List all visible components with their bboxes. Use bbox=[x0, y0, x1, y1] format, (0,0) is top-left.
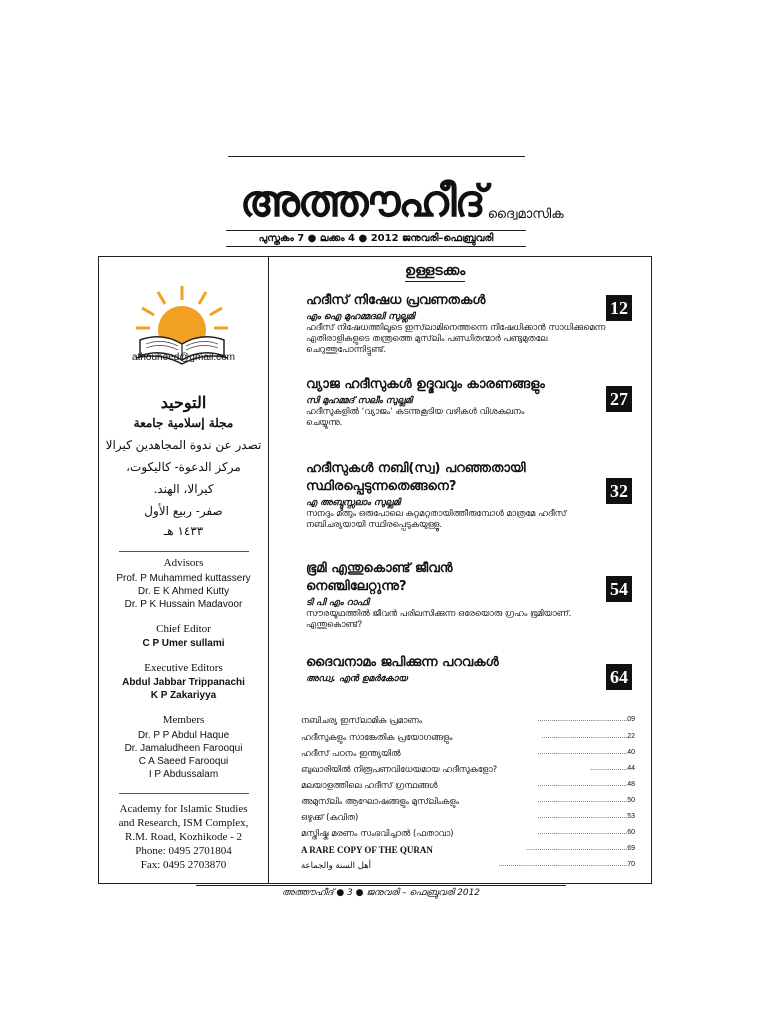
toc-row bbox=[301, 749, 635, 765]
sidebar-separator bbox=[119, 551, 249, 552]
arabic-title: التوحيد bbox=[160, 393, 207, 412]
executive-editor-name: K P Zakariyya bbox=[150, 690, 217, 701]
sidebar bbox=[99, 256, 268, 884]
toc-page: ..............................................48 bbox=[537, 781, 635, 788]
arabic-line-5: ١٤٣٣ هـ bbox=[163, 524, 204, 538]
toc-title: അമുസ്‌ലിം ആഘോഷങ്ങളും മുസ്‌ലിംകളും bbox=[301, 797, 460, 807]
article-author: അഡ്വ. എൻ ഉമർകോയ bbox=[306, 674, 408, 684]
toc-row bbox=[301, 845, 635, 861]
toc-title: നബിചര്യ ഇസ്‌ലാമിക പ്രമാണം bbox=[301, 716, 423, 726]
toc-row bbox=[301, 765, 635, 781]
members-label: Members bbox=[162, 714, 205, 726]
magazine-subtitle: ദ്വൈമാസിക bbox=[487, 207, 564, 222]
address-line: Academy for Islamic Studies bbox=[119, 803, 248, 815]
article-entry bbox=[306, 460, 626, 531]
arabic-line-2: مركز الدعوة- كاليكوت، bbox=[126, 460, 241, 474]
issue-line: പുസ്തകം 7 ● ലക്കം 4 ● 2012 ജനുവരി–ഫെബ്രുവരി bbox=[226, 230, 526, 247]
toc-page: ...................44 bbox=[590, 765, 635, 772]
address-line: R.M. Road, Kozhikode - 2 bbox=[124, 831, 242, 843]
toc-row bbox=[301, 829, 635, 845]
article-entry bbox=[306, 292, 626, 356]
article-title: ഹദീസുകൾ നബി(സ്വ) പറഞ്ഞതായി സ്ഥിരപ്പെടുന്നതെങ്ങനെ? bbox=[306, 461, 526, 494]
toc-row bbox=[301, 716, 635, 732]
article-page-number: 12 bbox=[606, 295, 632, 321]
chief-editor-label: Chief Editor bbox=[156, 623, 211, 635]
email-address: athouheed@gmail.com bbox=[132, 352, 235, 363]
chief-editor-name: C P Umer sullami bbox=[142, 638, 225, 649]
toc-page: ..............................................50 bbox=[537, 797, 635, 804]
contents-heading: ഉള്ളടക്കം bbox=[405, 263, 465, 282]
member-name: I P Abdussalam bbox=[148, 769, 219, 780]
toc-page: ..............................................60 bbox=[537, 829, 635, 836]
toc-title: ഹദീസ് പഠനം ഇന്ത്യയിൽ bbox=[301, 749, 401, 759]
article-author: സി മുഹമ്മദ് സലീം സുല്ലമി bbox=[306, 396, 413, 406]
toc-page: ..............................................09 bbox=[537, 716, 635, 723]
advisor-name: Prof. P Muhammed kuttassery bbox=[116, 573, 251, 584]
article-title: ഹദീസ് നിഷേധ പ്രവണതകൾ bbox=[306, 293, 486, 308]
article-author: എം ഐ മുഹമ്മദലി സുല്ലമി bbox=[306, 312, 415, 322]
article-author: എ അബ്ദുസ്സലാം സുല്ലമി bbox=[306, 498, 401, 508]
article-description: സനദും മത്നും ഒരുപോലെ കുറ്റമറ്റതായിത്തീരുമ്പോൾ മാത്രമേ ഹദീസ് നബിചര്യയായി സ്ഥിരപ്പെടുകയുള്ളൂ. bbox=[306, 509, 567, 530]
advisors-label: Advisors bbox=[163, 557, 204, 569]
article-page-number: 27 bbox=[606, 386, 632, 412]
member-name: Dr. Jamaludheen Farooqui bbox=[124, 743, 243, 754]
executive-editors-label: Executive Editors bbox=[144, 662, 223, 674]
article-description: ഹദീസുകളിൽ ‘വ്യാജം’ കടന്നുകൂടിയ വഴികൾ വിശകലനം ചെയ്യുന്നു. bbox=[306, 407, 525, 428]
article-description: ഹദീസ് നിഷേധത്തിലൂടെ ഇസ്‌ലാമിനെത്തന്നെ നിഷേധിക്കാൻ സാധിക്കുമെന്ന എതിരാളികളുടെ തന്ത്രത്തെ മുസ്‌ലിം പണ്ഡിതന്മാർ പണ്ടുമുതലേ ചെറുത്തുപോന്നിട്ടുണ്ട്. bbox=[306, 323, 606, 355]
toc-page: ..............................................53 bbox=[537, 813, 635, 820]
toc-title: A RARE COPY OF THE QURAN bbox=[301, 845, 433, 855]
column-divider bbox=[268, 256, 269, 884]
toc-row bbox=[301, 781, 635, 797]
toc-title: أهل السنة والجماعة bbox=[301, 861, 372, 871]
footer-rule bbox=[196, 885, 566, 886]
arabic-line-4: صفر- ربيع الأول bbox=[144, 504, 223, 518]
article-title: ദൈവനാമം ജപിക്കുന്ന പറവകൾ bbox=[306, 655, 499, 670]
article-page-number: 54 bbox=[606, 576, 632, 602]
sun-book-emblem-icon bbox=[128, 282, 236, 378]
toc-page: ....................................................69 bbox=[526, 845, 635, 852]
magazine-logo: അത്തൗഹീദ് bbox=[240, 176, 484, 227]
address-line: and Research, ISM Complex, bbox=[118, 817, 249, 829]
toc-title: ബുഖാരിയിൽ നിരൂപണവിധേയമായ ഹദീസുകളോ? bbox=[301, 765, 498, 775]
member-name: Dr. P P Abdul Haque bbox=[137, 730, 230, 741]
fax-number: Fax: 0495 2703870 bbox=[140, 859, 227, 871]
advisor-name: Dr. P K Hussain Madavoor bbox=[124, 599, 243, 610]
toc-title: ഒഴുക്ക് (കവിത) bbox=[301, 813, 359, 823]
member-name: C A Saeed Farooqui bbox=[138, 756, 229, 767]
top-rule bbox=[228, 156, 525, 157]
arabic-subtitle: مجلة إسلامية جامعة bbox=[133, 416, 234, 430]
toc-page: ..................................................................70 bbox=[498, 861, 635, 868]
article-page-number: 64 bbox=[606, 664, 632, 690]
arabic-line-1: تصدر عن ندوة المجاهدين كيرالا bbox=[105, 438, 262, 452]
article-entry bbox=[306, 376, 626, 429]
toc-page: ............................................22 bbox=[541, 733, 635, 740]
article-entry bbox=[306, 560, 626, 631]
toc-row bbox=[301, 861, 635, 877]
advisor-name: Dr. E K Ahmed Kutty bbox=[137, 586, 230, 597]
toc-row bbox=[301, 733, 635, 749]
toc-title: ഹദീസുകളും സാങ്കേതിക പ്രയോഗങ്ങളും bbox=[301, 733, 453, 743]
masthead bbox=[240, 172, 564, 228]
phone-number: Phone: 0495 2701804 bbox=[135, 845, 232, 857]
page-footer: അത്തൗഹീദ് ● 3 ● ജനുവരി – ഫെബ്രുവരി 2012 bbox=[281, 888, 481, 898]
sidebar-separator bbox=[119, 793, 249, 794]
article-entry bbox=[306, 654, 626, 684]
article-page-number: 32 bbox=[606, 478, 632, 504]
toc-row bbox=[301, 813, 635, 829]
article-author: ടി പി എം റാഫി bbox=[306, 598, 369, 608]
executive-editor-name: Abdul Jabbar Trippanachi bbox=[122, 677, 245, 688]
article-title: വ്യാജ ഹദീസുകൾ ഉദ്ഭവവും കാരണങ്ങളും bbox=[306, 377, 545, 392]
toc-title: മലയാളത്തിലെ ഹദീസ് ഗ്രന്ഥങ്ങൾ bbox=[301, 781, 438, 791]
article-description: സൗരയൂഥത്തിൽ ജീവൻ പരിലസിക്കുന്ന ഒരേയൊരു ഗ്രഹം ഭൂമിയാണ്. എന്തുകൊണ്ട്? bbox=[306, 609, 572, 630]
toc-row bbox=[301, 797, 635, 813]
article-title: ഭൂമി എന്തുകൊണ്ട് ജീവൻ നെഞ്ചിലേറ്റുന്നു? bbox=[306, 561, 453, 594]
toc-title: മസ്തിഷ്ക മരണം സംഭവിച്ചാൽ (ഫതാവാ) bbox=[301, 829, 454, 839]
arabic-line-3: كيرالا، الهند. bbox=[153, 482, 214, 496]
toc-page: ..............................................40 bbox=[537, 749, 635, 756]
